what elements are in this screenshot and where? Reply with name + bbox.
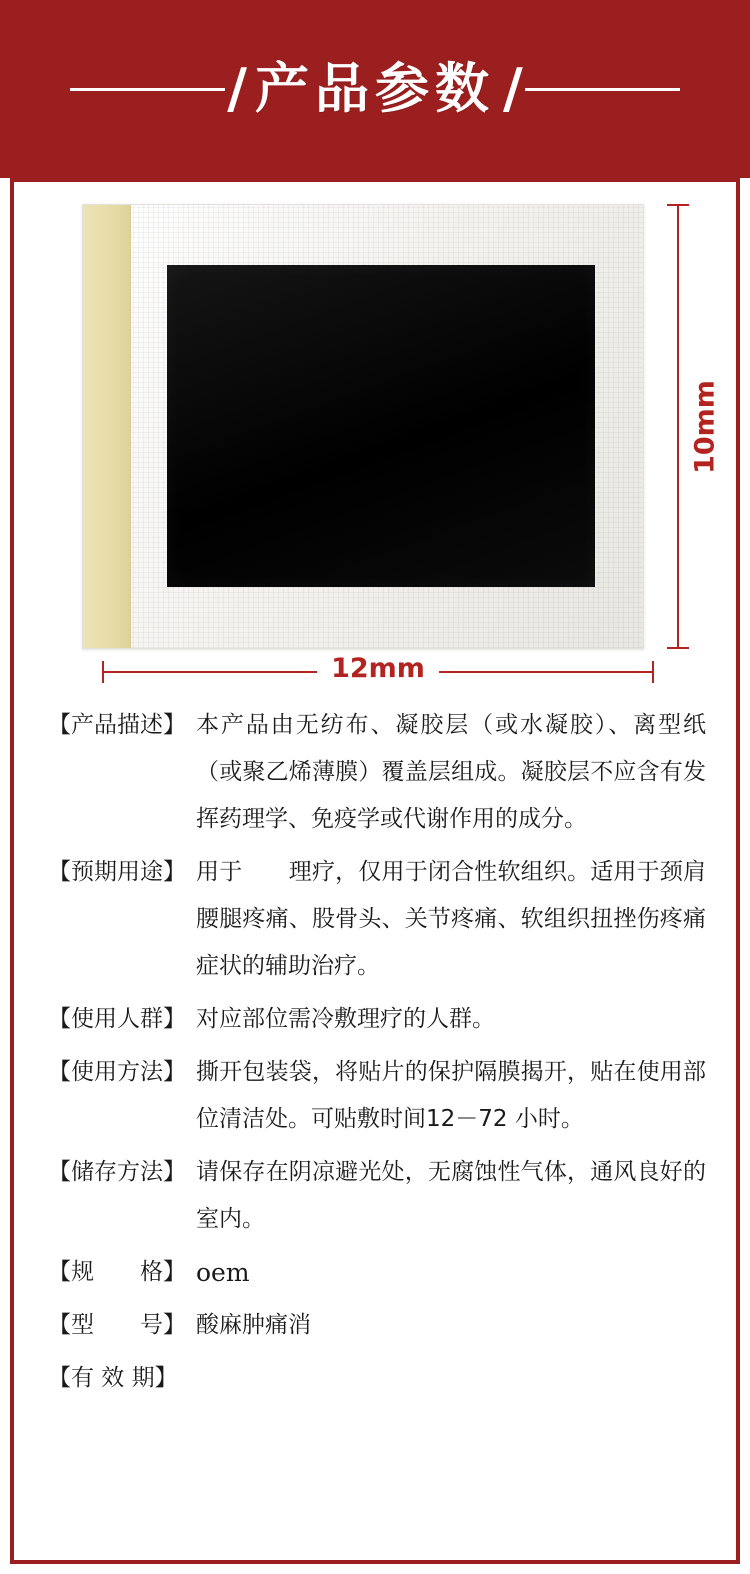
width-cap-right (652, 661, 654, 683)
spec-row-intended-use (48, 849, 706, 990)
spec-row-target-users (48, 996, 706, 1043)
spec-label-usage-method: 【使用方法】 (48, 1059, 186, 1085)
spec-value-usage-method: 撕开包装袋，将贴片的保护隔膜揭开，贴在使用部位清洁处。可贴敷时间12－72 小时。 (196, 1059, 706, 1132)
height-dimension-label: 10mm (685, 378, 724, 476)
spec-value-specification: oem (196, 1258, 250, 1287)
header-rule-right (525, 88, 680, 91)
height-dimension-marker (658, 204, 721, 649)
spec-row-usage-method (48, 1049, 706, 1143)
spec-row-specification (48, 1249, 706, 1296)
header-slash-right: / (503, 57, 523, 120)
spec-value-target-users: 对应部位需冷敷理疗的人群。 (196, 1006, 495, 1032)
spec-label-storage: 【储存方法】 (48, 1159, 186, 1185)
page-header-banner (0, 0, 750, 178)
product-photo-area (14, 182, 736, 687)
product-patch-image (82, 204, 644, 649)
header-rule-left (70, 88, 225, 91)
spec-row-model (48, 1302, 706, 1349)
width-dimension-marker (102, 653, 654, 694)
release-paper-strip (83, 205, 131, 648)
spec-row-validity-period (48, 1355, 706, 1402)
page-title: 产品参数 (255, 57, 495, 120)
spec-row-storage (48, 1149, 706, 1243)
specification-list (14, 702, 736, 1408)
spec-row-product-description (48, 702, 706, 843)
header-slash-left: / (227, 57, 247, 120)
spec-label-intended-use: 【预期用途】 (48, 859, 186, 885)
height-dimension-line (677, 204, 679, 649)
spec-label-product-description: 【产品描述】 (48, 712, 186, 738)
spec-label-target-users: 【使用人群】 (48, 1006, 186, 1032)
spec-label-specification: 【规 格】 (48, 1259, 186, 1285)
height-cap-bottom (667, 647, 689, 649)
width-dimension-label: 12mm (317, 653, 439, 684)
spec-value-product-description: 本产品由无纺布、凝胶层（或水凝胶）、离型纸（或聚乙烯薄膜）覆盖层组成。凝胶层不应含有发挥药理学、免疫学或代谢作用的成分。 (196, 712, 706, 832)
spec-label-validity-period: 【有 效 期】 (48, 1365, 178, 1391)
spec-value-model: 酸麻肿痛消 (196, 1312, 311, 1338)
content-frame (10, 178, 740, 1564)
spec-value-intended-use: 用于 理疗，仅用于闭合性软组织。适用于颈肩腰腿疼痛、股骨头、关节疼痛、软组织扭挫伤疼痛症状的辅助治疗。 (196, 859, 706, 979)
header-content (0, 0, 750, 178)
gel-layer-pad (167, 265, 595, 587)
spec-value-storage: 请保存在阴凉避光处，无腐蚀性气体，通风良好的室内。 (196, 1159, 706, 1232)
spec-label-model: 【型 号】 (48, 1312, 186, 1338)
